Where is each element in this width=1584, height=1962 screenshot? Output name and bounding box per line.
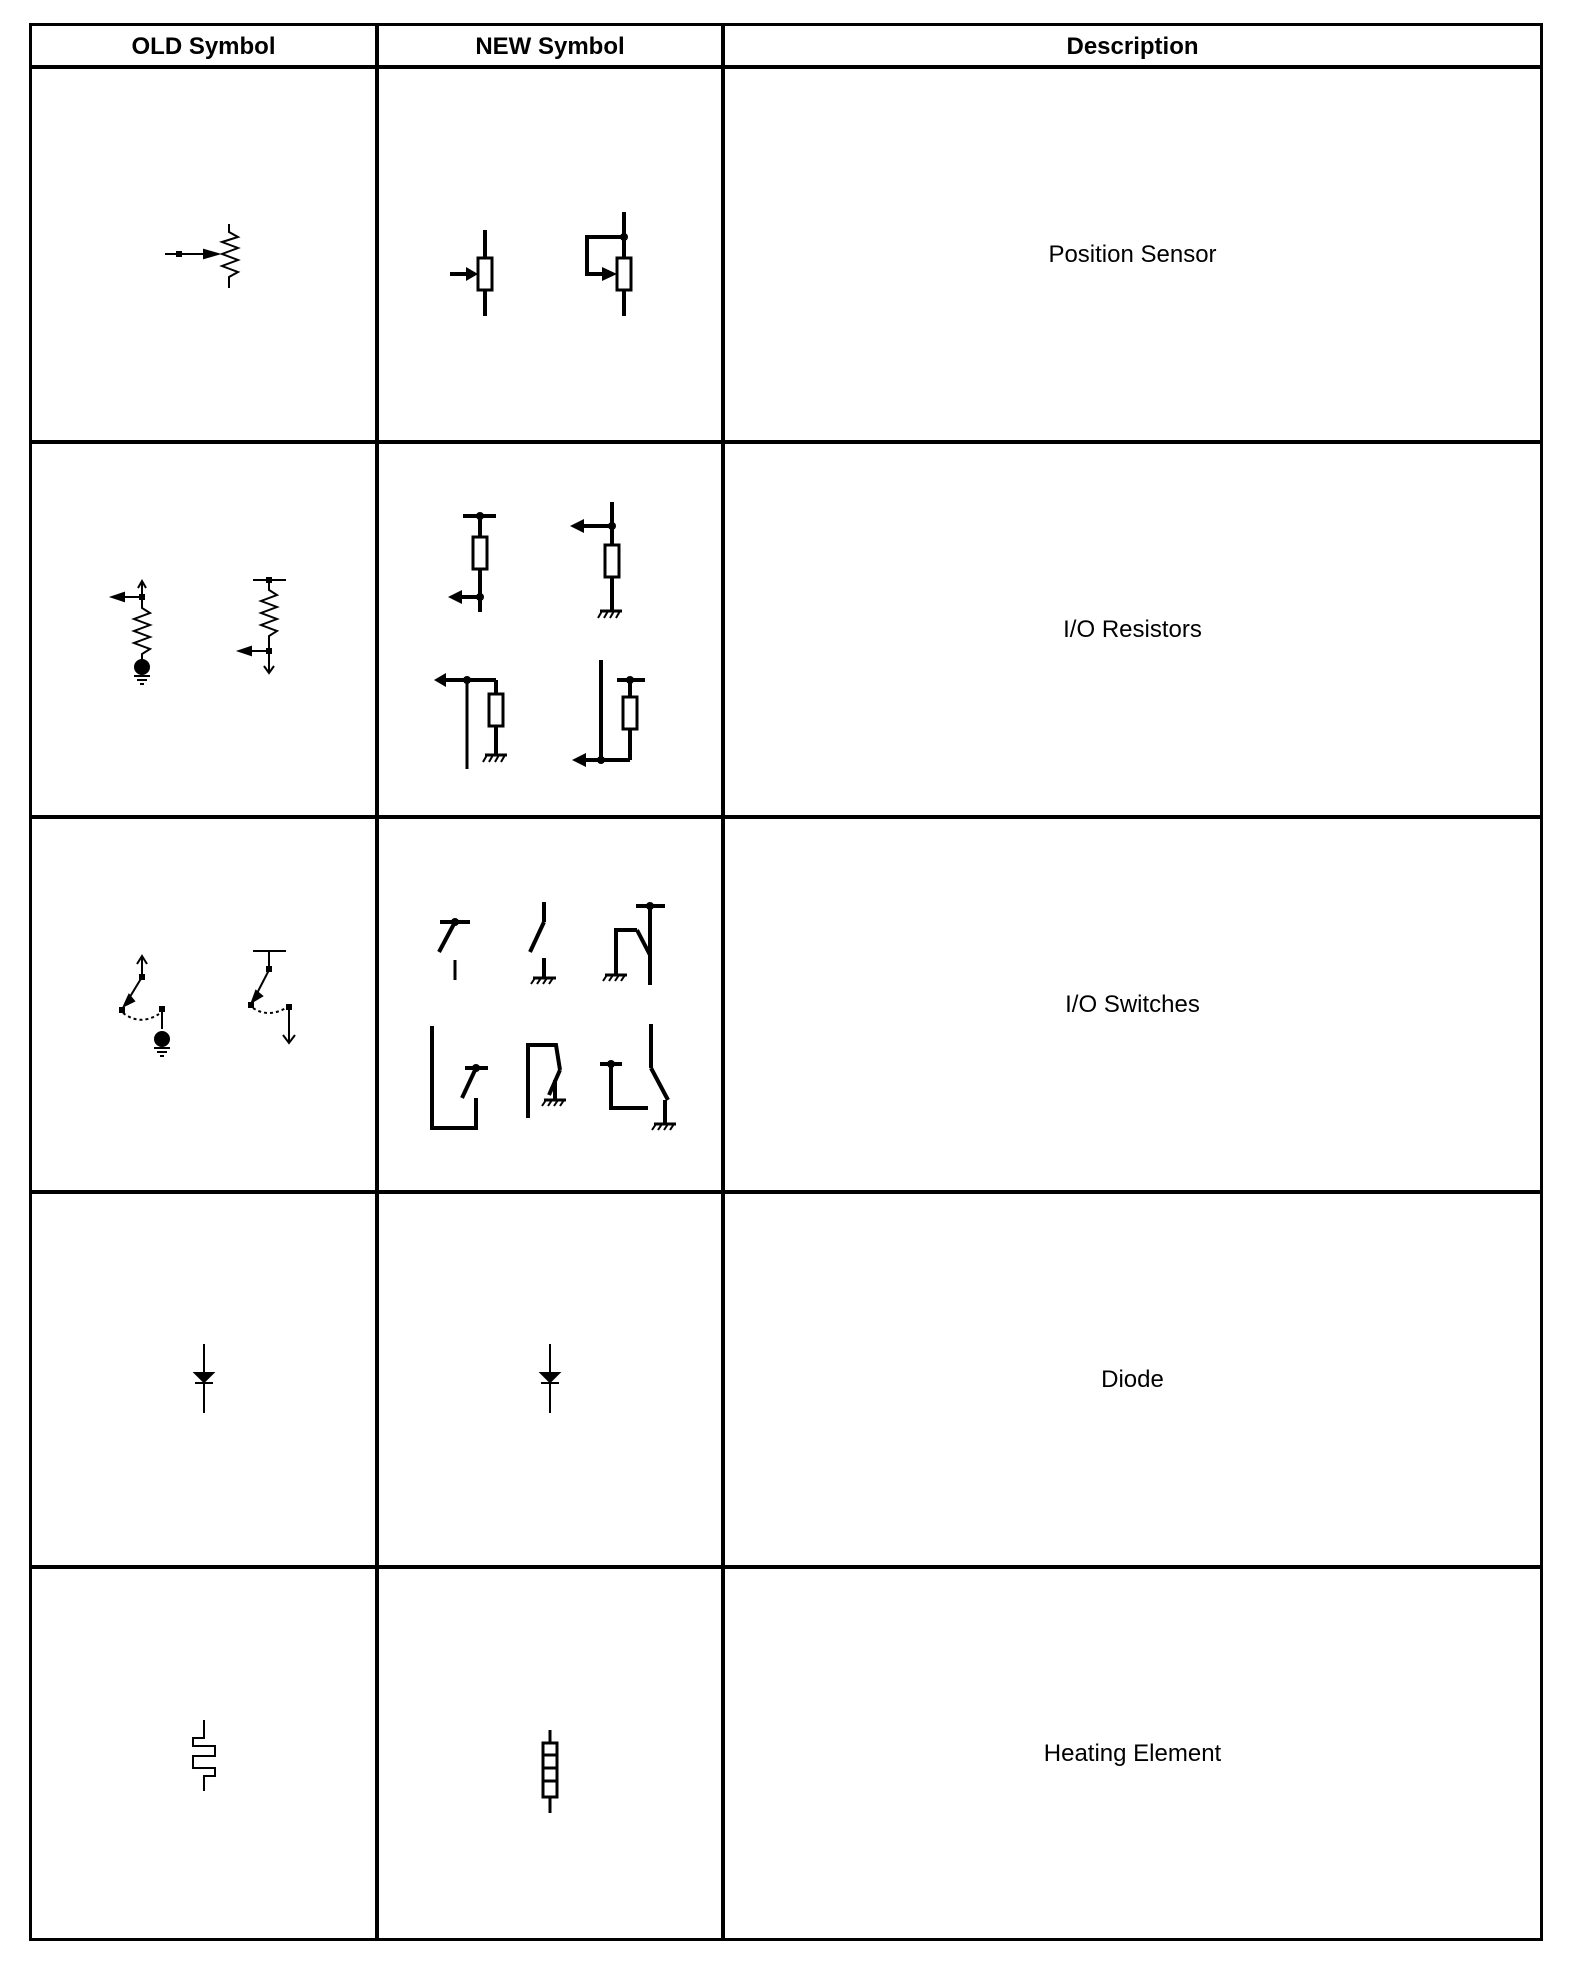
heating-element-new-icon xyxy=(543,1730,557,1813)
position-sensor-new-icon xyxy=(450,212,631,316)
description-diode: Diode xyxy=(1101,1365,1164,1393)
header-new-symbol: NEW Symbol xyxy=(475,32,625,60)
description-position-sensor: Position Sensor xyxy=(1048,240,1217,268)
io-switch-old-icon xyxy=(119,951,295,1056)
io-resistor-new-icon xyxy=(434,502,645,769)
header-description: Description xyxy=(1066,32,1199,60)
heating-element-old-icon xyxy=(193,1720,215,1791)
description-io-switches: I/O Switches xyxy=(1065,990,1200,1018)
io-resistor-old-icon xyxy=(112,577,286,684)
potentiometer-old-icon xyxy=(165,224,238,288)
diode-old-icon xyxy=(195,1344,213,1413)
header-old-symbol: OLD Symbol xyxy=(131,32,276,60)
description-io-resistors: I/O Resistors xyxy=(1063,615,1202,643)
io-switch-new-icon xyxy=(432,902,676,1130)
description-heating-element: Heating Element xyxy=(1043,1739,1222,1767)
diode-new-icon xyxy=(541,1344,559,1413)
